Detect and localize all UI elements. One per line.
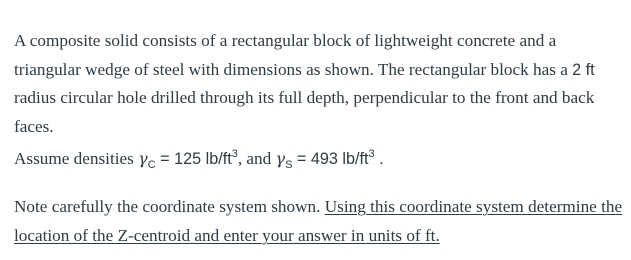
densities-statement [14, 145, 626, 176]
steel-density-value: = 493 lb/ft [292, 150, 369, 168]
concrete-density-exponent: 3 [231, 148, 238, 160]
problem-description [14, 27, 626, 141]
densities-lead-text: Assume densities [14, 149, 139, 168]
densities-mid-text: , and [237, 149, 276, 168]
concrete-density-value: = 125 lb/ft [155, 150, 232, 168]
instruction-underlined-text: Using this coordinate system determine the location of the Z-centroid and enter your answer in units of ft. [14, 197, 623, 245]
densities-end-text: . [374, 150, 384, 168]
instruction-lead-text: Note carefully the coordinate system shown. [14, 197, 325, 216]
description-rest-text: radius circular hole drilled through its full depth, perpendicular to the front and back faces. [14, 88, 595, 136]
gamma-steel-symbol: γ [275, 149, 286, 168]
gamma-steel-subscript: S [285, 159, 293, 171]
steel-density-exponent: 3 [368, 148, 375, 160]
instruction-statement [14, 193, 626, 250]
hole-radius-value: 2 ft [572, 60, 595, 79]
gamma-concrete-symbol: γ [138, 149, 148, 168]
gamma-concrete-subscript: C [147, 159, 156, 171]
description-intro-text: A composite solid consists of a rectangular block of lightweight concrete and a triangular wedge of steel with dimensions as shown. The rectangular block has a [14, 31, 573, 79]
